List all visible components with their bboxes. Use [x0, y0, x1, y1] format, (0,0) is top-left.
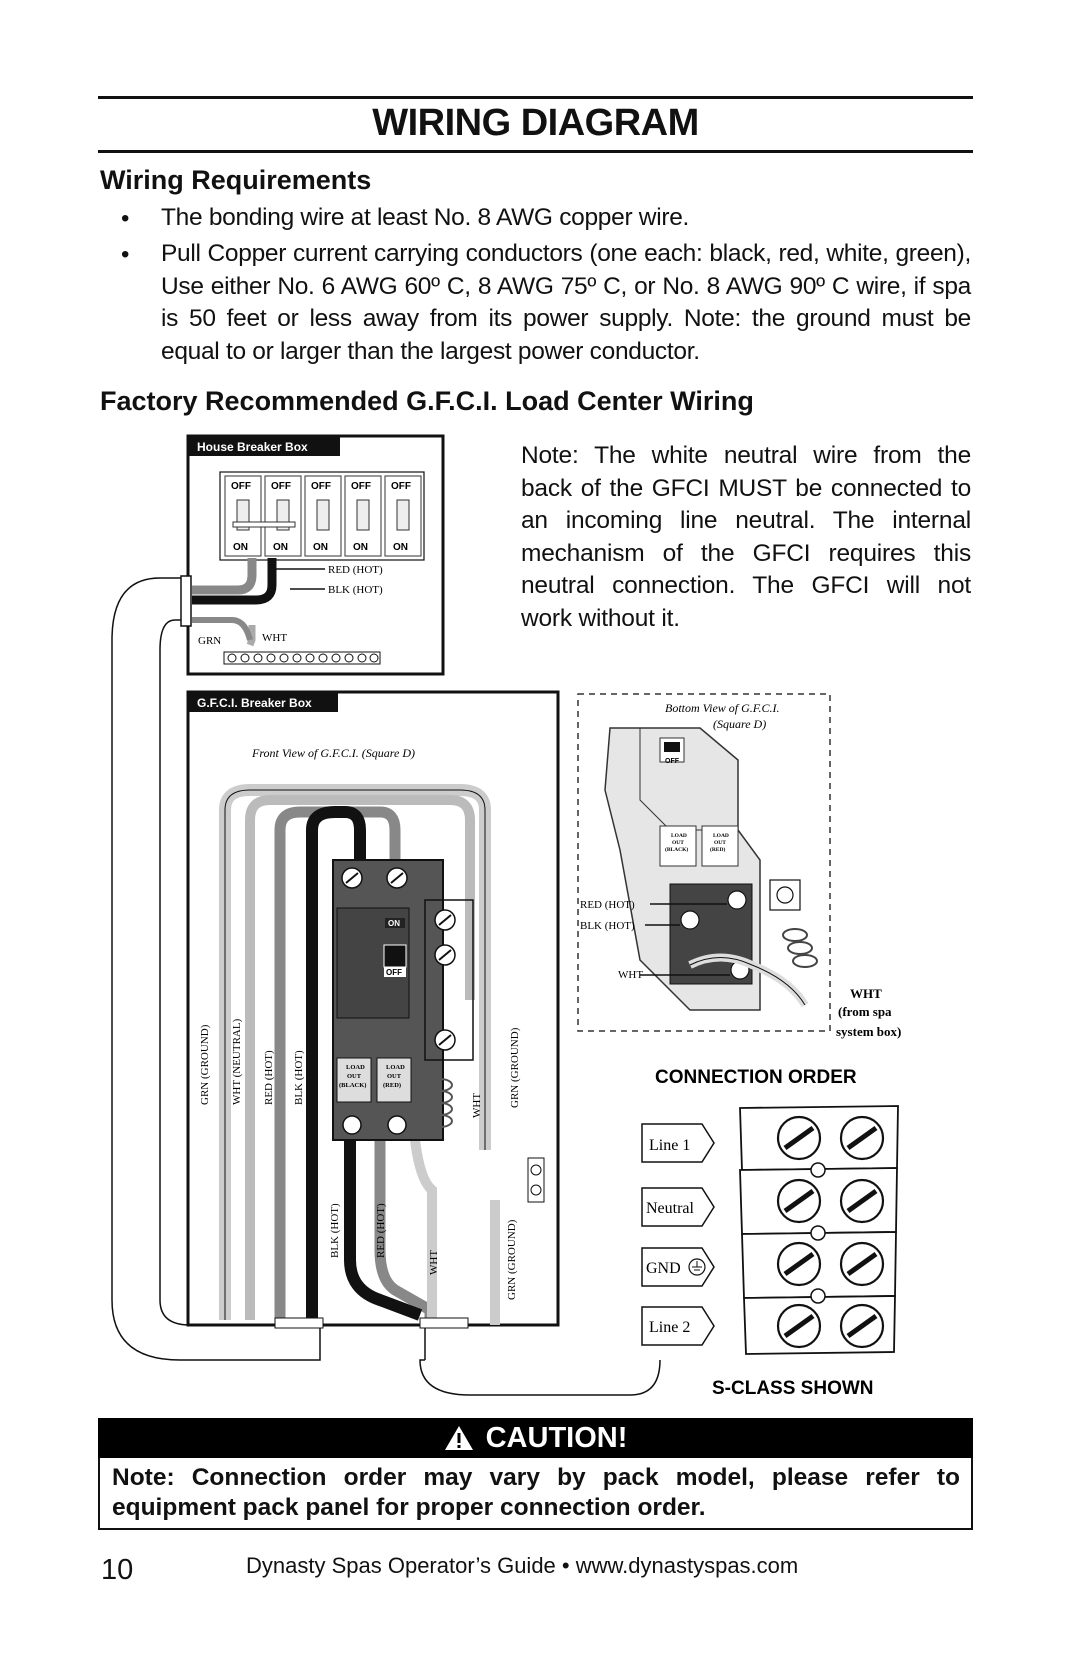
page-footer: Dynasty Spas Operator’s Guide • www.dynastyspas.com [246, 1553, 799, 1578]
house-box-label: House Breaker Box [197, 440, 308, 454]
bottom-load-black-line: (BLACK) [665, 847, 689, 853]
gfci-box-label: G.F.C.I. Breaker Box [197, 696, 312, 710]
connection-line1: Line 1 [649, 1137, 691, 1154]
page-number: 10 [101, 1554, 134, 1586]
off-label: OFF [231, 481, 251, 492]
load-black-line: (BLACK) [339, 1082, 367, 1089]
bottom-load-red-line: (RED) [710, 847, 726, 853]
load-black-line: OUT [347, 1073, 362, 1080]
connection-neutral: Neutral [646, 1200, 694, 1217]
load-red-line: LOAD [386, 1064, 405, 1071]
gfci-note: Note: The white neutral wire from the back of the GFCI MUST be connected to an incoming line neutral. The internal mechanism of the GFCI requires this neutral connection. The GFCI will not work without it. [521, 442, 971, 632]
wire-label: WHT [471, 1092, 483, 1118]
on-label: ON [313, 542, 328, 553]
grn-label: GRN [198, 635, 222, 647]
wire-label: GRN (GROUND) [199, 1024, 211, 1105]
front-view-label: Front View of G.F.C.I. (Square D) [252, 746, 415, 760]
connection-gnd: GND [646, 1260, 681, 1277]
wire-label: WHT (NEUTRAL) [231, 1018, 243, 1105]
load-black-line: LOAD [346, 1064, 365, 1071]
on-label: ON [353, 542, 368, 553]
caution-note: Note: Connection order may vary by pack model, please refer to equipment pack panel for proper connection order. [112, 1464, 960, 1521]
bottom-load-black-line: LOAD [671, 833, 687, 839]
requirement-item-2: Pull Copper current carrying conductors (one each: black, red, white, green), Use either No. 6 AWG 60º C, 8 AWG 75º C, or No. 8 AWG 90º C wire, if spa is 50 feet or less away from its power supply. Note: the ground must be equal to or larger than the largest power conductor. [161, 240, 971, 365]
requirement-item-1: The bonding wire at least No. 8 AWG copper wire. [161, 204, 690, 231]
bv-red-hot-label: RED (HOT) [580, 899, 635, 911]
wire-label: WHT [428, 1249, 440, 1275]
wire-label: BLK (HOT) [329, 1203, 341, 1258]
bottom-off-label: OFF [665, 758, 679, 765]
bottom-load-red-line: OUT [714, 840, 726, 846]
off-label: OFF [351, 481, 371, 492]
gfci-heading: Factory Recommended G.F.C.I. Load Center Wiring [100, 386, 754, 416]
bottom-load-black-line: OUT [672, 840, 684, 846]
requirements-heading: Wiring Requirements [100, 165, 372, 195]
off-label: OFF [311, 481, 331, 492]
off-label: OFF [391, 481, 411, 492]
connection-line2: Line 2 [649, 1319, 691, 1336]
on-label: ON [393, 542, 408, 553]
wire-label: RED (HOT) [263, 1050, 275, 1105]
wire-label: GRN (GROUND) [509, 1027, 521, 1108]
bottom-view-title: Bottom View of G.F.C.I. [665, 701, 780, 715]
wire-label: BLK (HOT) [293, 1050, 305, 1105]
bv-wht-from-3: system box) [836, 1024, 902, 1039]
bv-wht-label: WHT [618, 969, 644, 981]
connection-order [642, 1067, 898, 1399]
warning-icon [444, 1424, 474, 1452]
bottom-load-red-line: LOAD [713, 833, 729, 839]
s-class-label: S-CLASS SHOWN [712, 1378, 874, 1399]
on-label: ON [273, 542, 288, 553]
bottom-view-gfci [578, 694, 901, 1039]
bv-wht-from-1: WHT [850, 986, 882, 1001]
caution-banner [98, 1418, 973, 1458]
red-hot-label: RED (HOT) [328, 564, 383, 576]
bullet-marker: • [121, 241, 130, 268]
page-title: WIRING DIAGRAM [372, 102, 699, 144]
bv-wht-from-2: (from spa [838, 1004, 892, 1019]
wht-label: WHT [262, 632, 288, 644]
bottom-view-subtitle: (Square D) [713, 717, 767, 731]
bullet-marker: • [121, 205, 130, 232]
gfci-off-label: OFF [386, 968, 402, 977]
caution-label: CAUTION! [485, 1421, 628, 1454]
blk-hot-label: BLK (HOT) [328, 584, 383, 596]
on-label: ON [233, 542, 248, 553]
load-red-line: OUT [387, 1073, 402, 1080]
wire-label: GRN (GROUND) [506, 1219, 518, 1300]
house-breaker-box [188, 436, 443, 674]
load-red-line: (RED) [383, 1082, 402, 1089]
wire-label: RED (HOT) [375, 1203, 387, 1258]
bv-blk-hot-label: BLK (HOT) [580, 920, 635, 932]
off-label: OFF [271, 481, 291, 492]
gfci-breaker-box [188, 692, 558, 1328]
gfci-on-label: ON [388, 919, 400, 928]
connection-order-heading: CONNECTION ORDER [655, 1067, 857, 1088]
